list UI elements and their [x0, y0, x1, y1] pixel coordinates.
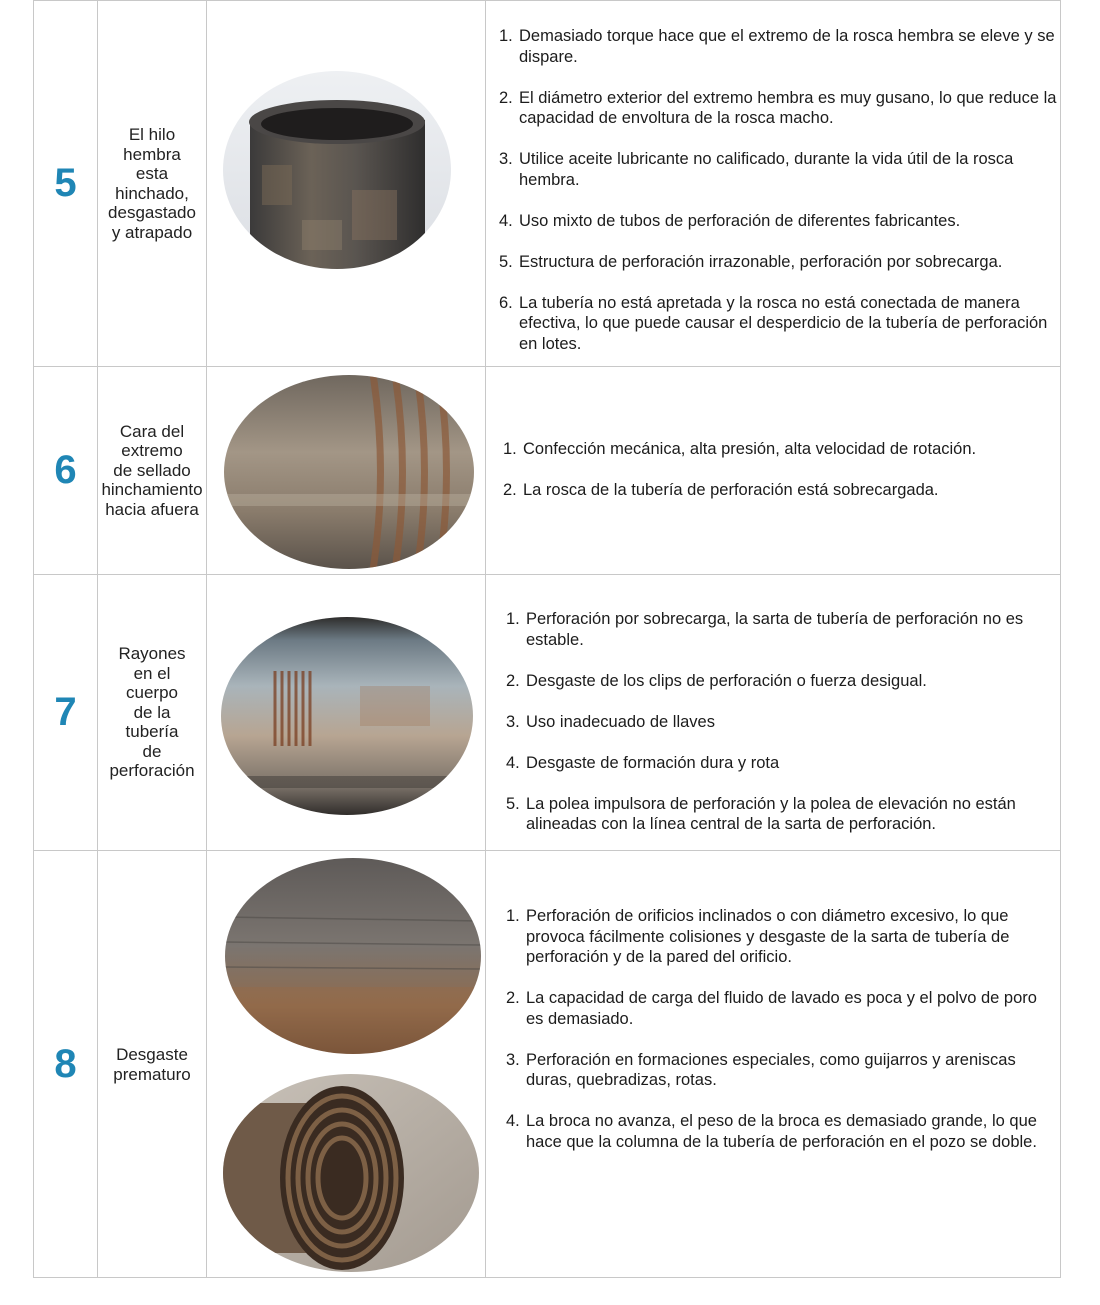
item-number: 2.	[499, 88, 513, 107]
item-text: El diámetro exterior del extremo hembra es muy gusano, lo que reduce la capacidad de envoltura de la rosca macho.	[519, 88, 1057, 127]
list-item	[506, 609, 1056, 650]
item-number: 1.	[503, 440, 517, 458]
failure-name-cell	[98, 575, 207, 850]
item-number: 1.	[506, 907, 520, 925]
item-text: La tubería no está apretada y la rosca no está conectada de manera efectiva, lo que puede causar el desperdicio de la tubería de perforación en lotes.	[519, 293, 1048, 353]
list-item	[506, 1111, 1056, 1152]
causes-list	[506, 609, 1056, 835]
row-number-cell	[34, 367, 98, 574]
item-text: La capacidad de carga del fluido de lavado es poca y el polvo de poro es demasiado.	[526, 989, 1037, 1028]
causes-cell	[486, 1, 1061, 366]
list-item	[506, 1050, 1056, 1091]
causes-cell	[486, 851, 1061, 1278]
list-item	[499, 88, 1059, 129]
list-item	[506, 671, 1056, 692]
photo-cell	[207, 367, 486, 574]
pipe-threaded-end-photo	[222, 1073, 480, 1273]
failure-name: Desgaste prematuro	[113, 1045, 191, 1084]
table-row	[34, 574, 1061, 850]
photo-cell	[207, 1, 486, 366]
item-number: 2.	[506, 989, 520, 1007]
item-text: Perforación en formaciones especiales, como guijarros y areniscas duras, quebradizas, rotas.	[526, 1050, 1016, 1089]
item-text: Uso mixto de tubos de perforación de diferentes fabricantes.	[519, 211, 961, 230]
list-item	[499, 252, 1059, 273]
failure-name: Rayones en el cuerpo de la tubería de perforación	[109, 644, 195, 781]
causes-list	[503, 439, 1058, 501]
row-number: 8	[54, 1042, 77, 1086]
item-number: 3.	[506, 712, 520, 731]
item-number: 4.	[506, 1112, 520, 1130]
item-text: Demasiado torque hace que el extremo de la rosca hembra se eleve y se dispare.	[519, 27, 1055, 66]
causes-list	[499, 26, 1059, 354]
item-number: 5.	[506, 794, 520, 813]
list-item	[499, 211, 1059, 232]
item-number: 3.	[499, 150, 513, 168]
failure-name-cell	[98, 367, 207, 574]
item-number: 1.	[506, 610, 520, 628]
item-text: Estructura de perforación irrazonable, perforación por sobrecarga.	[519, 252, 1003, 271]
photo-cell	[207, 851, 486, 1278]
list-item	[499, 293, 1059, 355]
row-number: 7	[54, 690, 77, 734]
failure-name: El hilo hembra esta hinchado, desgastado y atrapado	[108, 125, 196, 242]
item-number: 2.	[503, 481, 517, 499]
item-number: 4.	[499, 211, 513, 230]
item-text: Confección mecánica, alta presión, alta velocidad de rotación.	[523, 440, 977, 458]
row-number-cell	[34, 1, 98, 366]
pipe-female-thread-photo	[222, 70, 452, 270]
row-number: 6	[54, 448, 77, 492]
item-number: 2.	[506, 671, 520, 690]
pipe-sealing-end-photo	[223, 374, 475, 570]
pipe-body-scratches-photo	[220, 616, 475, 816]
list-item	[499, 149, 1059, 190]
row-number-cell	[34, 851, 98, 1278]
table-row	[34, 366, 1061, 574]
list-item	[503, 439, 1058, 460]
item-text: Perforación de orificios inclinados o con diámetro excesivo, lo que provoca fácilmente colisiones y desgaste de la sarta de tubería de perforación y de la pared del orificio.	[526, 907, 1010, 966]
list-item	[499, 26, 1059, 67]
list-item	[506, 794, 1056, 835]
table-row	[34, 850, 1061, 1278]
item-number: 5.	[499, 252, 513, 271]
photo-cell	[207, 575, 486, 850]
item-text: La broca no avanza, el peso de la broca es demasiado grande, lo que hace que la columna de la tubería de perforación en el pozo se doble.	[526, 1112, 1037, 1151]
causes-cell	[486, 367, 1061, 574]
item-text: Desgaste de formación dura y rota	[526, 753, 780, 772]
list-item	[503, 480, 1058, 501]
item-text: Utilice aceite lubricante no calificado, durante la vida útil de la rosca hembra.	[519, 150, 1014, 189]
failure-name-cell	[98, 851, 207, 1278]
item-text: Uso inadecuado de llaves	[526, 712, 715, 731]
item-number: 1.	[499, 27, 513, 45]
item-text: Perforación por sobrecarga, la sarta de tubería de perforación no es estable.	[526, 610, 1024, 649]
failure-name-cell	[98, 1, 207, 366]
list-item	[506, 753, 1056, 774]
causes-cell	[486, 575, 1061, 850]
list-item	[506, 712, 1056, 733]
item-text: La rosca de la tubería de perforación está sobrecargada.	[523, 481, 939, 499]
table-row	[34, 0, 1061, 366]
failure-name: Cara del extremo de sellado hinchamiento hacia afuera	[101, 421, 203, 519]
list-item	[506, 988, 1056, 1029]
row-number: 5	[54, 161, 77, 205]
item-number: 4.	[506, 753, 520, 772]
failure-table	[33, 0, 1061, 1278]
causes-list	[506, 906, 1056, 1152]
list-item	[506, 906, 1056, 968]
item-number: 3.	[506, 1050, 520, 1069]
row-number-cell	[34, 575, 98, 850]
pipe-wear-surface-photo	[224, 857, 482, 1055]
item-number: 6.	[499, 293, 513, 312]
item-text: Desgaste de los clips de perforación o fuerza desigual.	[526, 671, 927, 690]
item-text: La polea impulsora de perforación y la polea de elevación no están alineadas con la línea central de la sarta de perforación.	[526, 794, 1016, 833]
